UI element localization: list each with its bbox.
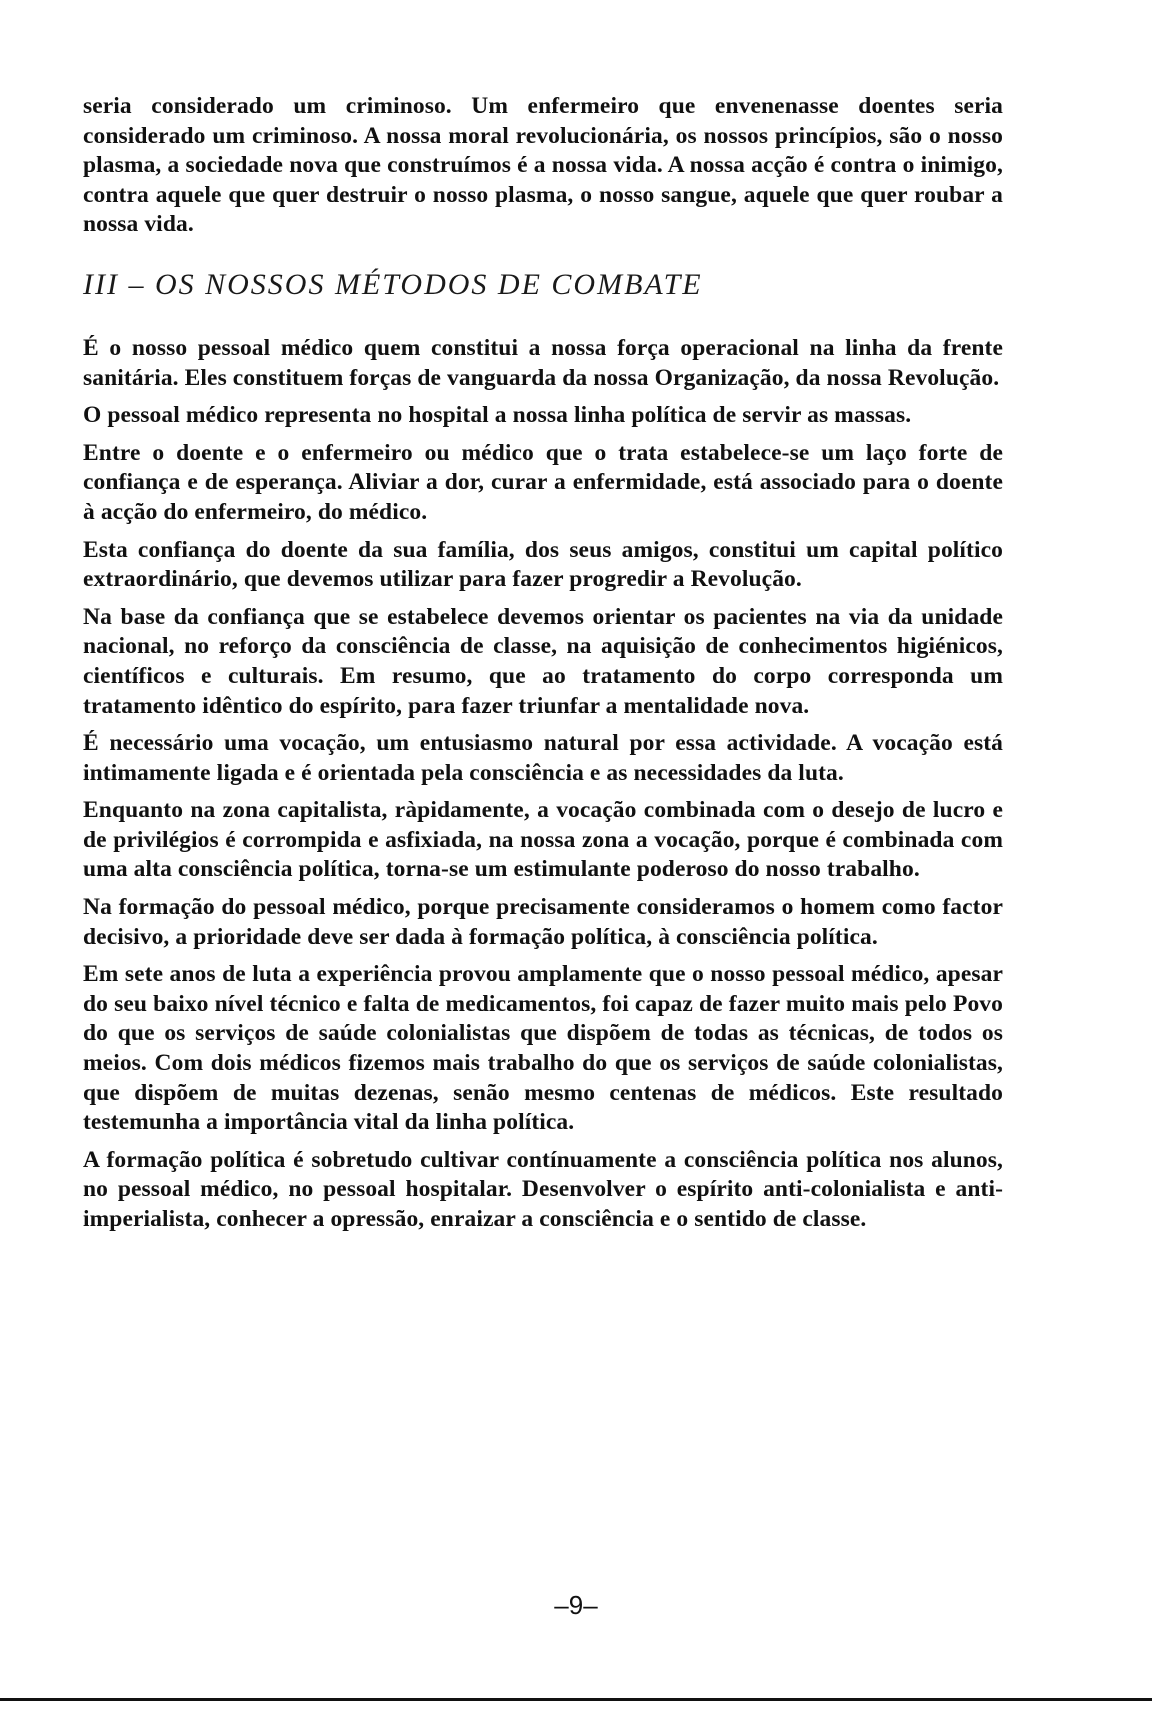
paragraph-3: Entre o doente e o enfermeiro ou médico que o trata estabelece-se um laço forte de confiança e de esperança. Aliviar a dor, curar a enfermidade, está associado para o doente à acção do enfermeiro, do médico. [83,439,1003,525]
paragraph-6: É necessário uma vocação, um entusiasmo natural por essa actividade. A vocação está intimamente ligada e é orientada pela consciência e as necessidades da luta. [83,730,1003,786]
section-heading: III – OS NOSSOS MÉTODOS DE COMBATE [83,267,703,301]
paragraph-10: A formação política é sobretudo cultivar contínuamente a consciência política nos alunos, no pessoal médico, no pessoal hospitalar. Desenvolver o espírito anti-colonialista e anti-imperialista, conhecer a opressão, enraizar a consciência e o sentido de classe. [83,1146,1003,1232]
paragraph-1: É o nosso pessoal médico quem constitui a nossa força operacional na linha da frente sanitária. Eles constituem forças de vanguarda da nossa Organização, da nossa Revolução. [83,334,1003,391]
opening-paragraph: seria considerado um criminoso. Um enfermeiro que envenenasse doentes seria considerado um criminoso. A nossa moral revolucionária, os nossos princípios, são o nosso plasma, a sociedade nova que construímos é a nossa vida. A nossa acção é contra o inimigo, contra aquele que quer destruir o nosso plasma, o nosso sangue, aquele que quer roubar a nossa vida. [83,93,1003,238]
paragraph-2: O pessoal médico representa no hospital a nossa linha política de servir as massas. [83,402,912,429]
paragraph-8: Na formação do pessoal médico, porque precisamente consideramos o homem como factor decisivo, a prioridade deve ser dada à formação política, à consciência política. [83,894,1003,950]
paragraph-4: Esta confiança do doente da sua família, dos seus amigos, constitui um capital político extraordinário, que devemos utilizar para fazer progredir a Revolução. [83,536,1003,593]
paragraph-5: Na base da confiança que se estabelece devemos orientar os pacientes na via da unidade nacional, no reforço da consciência de classe, na aquisição de conhecimentos higiénicos, científicos e culturais. Em resumo, que ao tratamento do corpo corresponda um tratamento idêntico do espírito, para fazer triunfar a mentalidade nova. [83,603,1003,719]
paragraph-7: Enquanto na zona capitalista, ràpidamente, a vocação combinada com o desejo de lucro e de privilégios é corrompida e asfixiada, na nossa zona a vocação, porque é combinada com uma alta consciência política, torna-se um estimulante poderoso do nosso trabalho. [83,797,1003,883]
paragraph-9: Em sete anos de luta a experiência provou amplamente que o nosso pessoal médico, apesar do seu baixo nível técnico e falta de medicamentos, foi capaz de fazer muito mais pelo Povo do que os serviços de saúde colonialistas que dispõem de todas as técnicas, de todos os meios. Com dois médicos fizemos mais trabalho do que os serviços de saúde colonialistas, que dispõem de muitas dezenas, senão mesmo centenas de médicos. Este resultado testemunha a importância vital da linha política. [83,961,1003,1136]
page-body [83,92,1003,1243]
page-number: –9– [554,1590,598,1620]
bottom-rule [0,1698,1152,1701]
